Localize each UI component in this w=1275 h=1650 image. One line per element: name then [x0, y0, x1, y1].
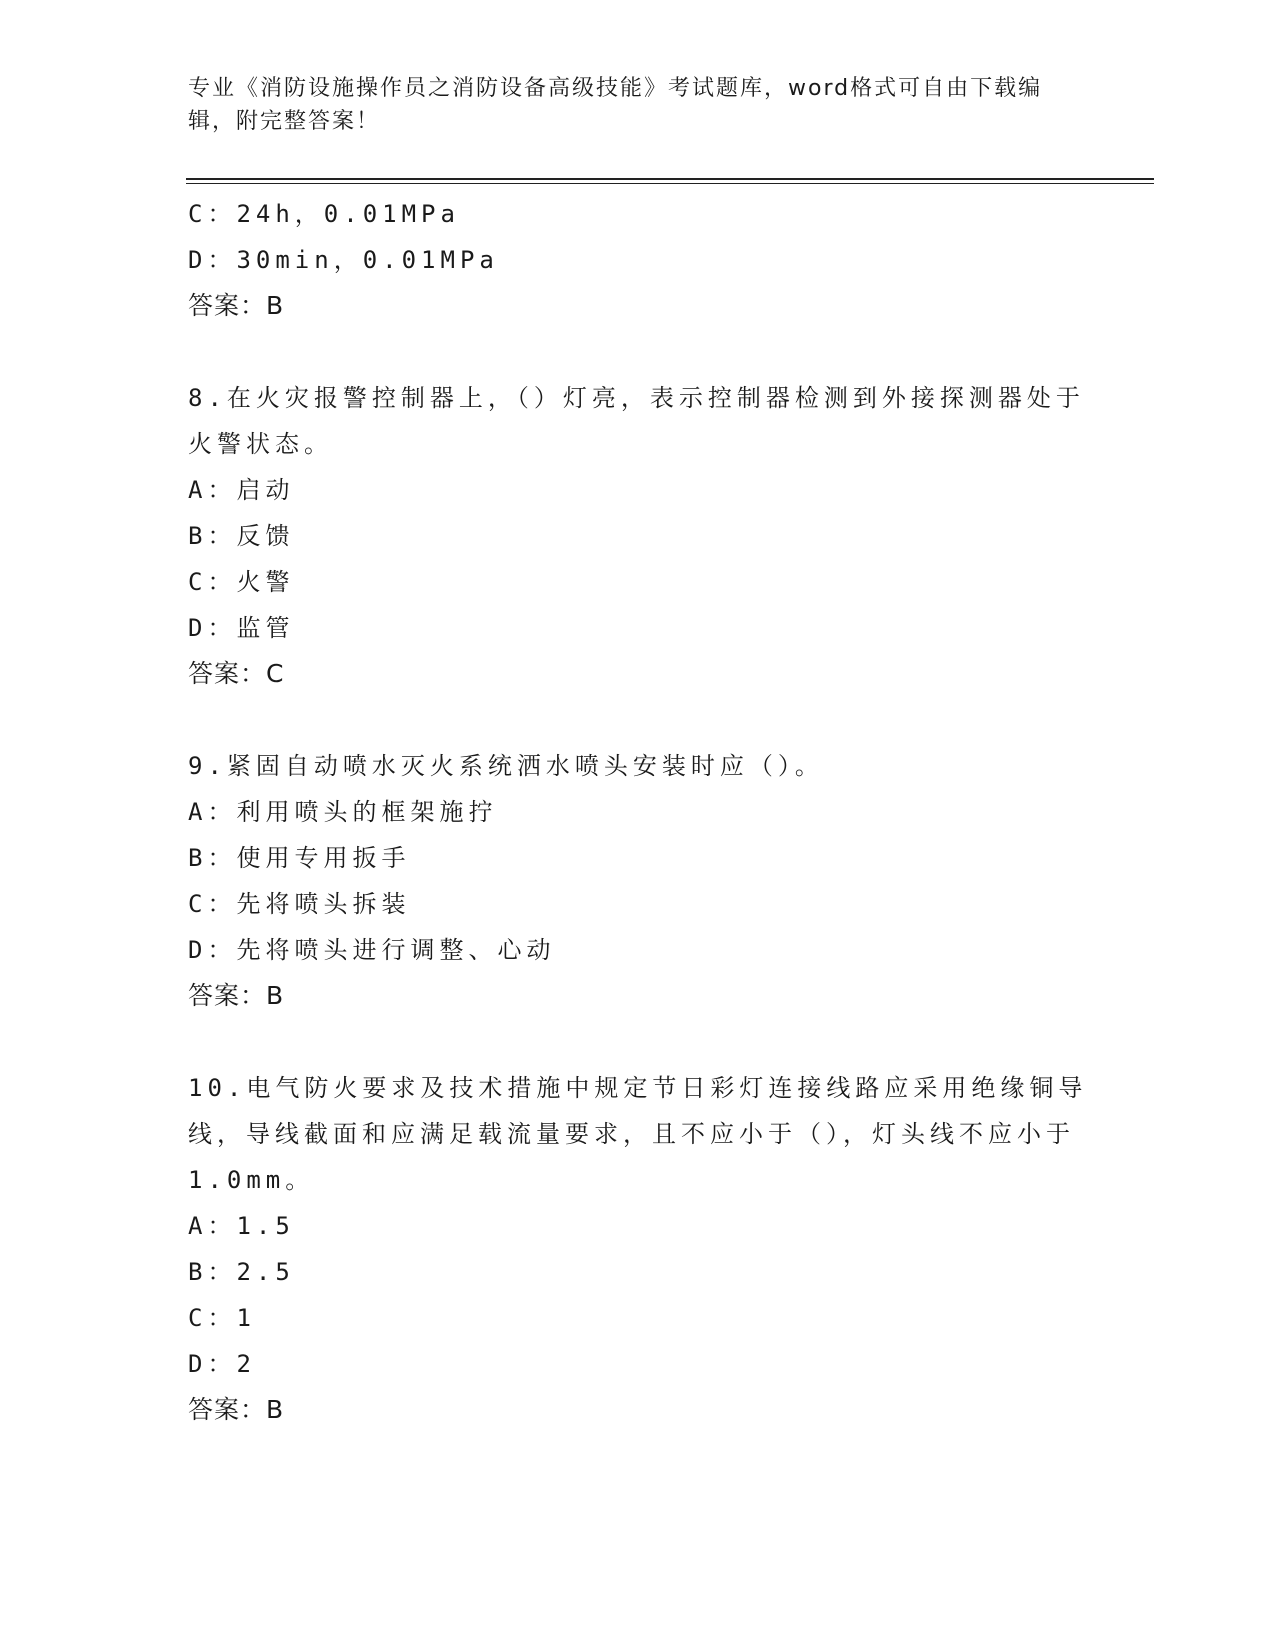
question-8-stem: 8.在火灾报警控制器上，（）灯亮，表示控制器检测到外接探测器处于火警状态。	[188, 384, 1085, 458]
spacer	[188, 1019, 1088, 1065]
question-8-option-b: B：反馈	[188, 522, 295, 550]
prev-answer: 答案：B	[188, 291, 285, 320]
question-10-option-a: A：1.5	[188, 1212, 295, 1240]
question-9-option-a: A：利用喷头的框架施拧	[188, 798, 498, 826]
question-9-option-c: C：先将喷头拆装	[188, 890, 411, 918]
prev-option-d: D：30min，0.01MPa	[188, 246, 499, 274]
spacer	[188, 329, 1088, 375]
question-8-option-a: A：启动	[188, 476, 295, 504]
question-9-option-d: D：先将喷头进行调整、心动	[188, 936, 556, 964]
question-9-answer: 答案：B	[188, 981, 285, 1010]
header-divider-thin	[186, 183, 1154, 184]
question-10-answer: 答案：B	[188, 1395, 285, 1424]
question-10-option-c: C：1	[188, 1304, 256, 1332]
question-8-answer: 答案：C	[188, 659, 285, 688]
question-9-option-b: B：使用专用扳手	[188, 844, 411, 872]
question-10-stem: 10.电气防火要求及技术措施中规定节日彩灯连接线路应采用绝缘铜导线，导线截面和应满足载流量要求，且不应小于（），灯头线不应小于1.0mm。	[188, 1074, 1088, 1194]
question-10-option-b: B：2.5	[188, 1258, 295, 1286]
spacer	[188, 697, 1088, 743]
question-9-stem: 9.紧固自动喷水灭火系统洒水喷头安装时应（）。	[188, 752, 824, 780]
header-divider-thick	[186, 178, 1154, 180]
question-8-option-d: D：监管	[188, 614, 295, 642]
prev-option-c: C：24h，0.01MPa	[188, 200, 460, 228]
question-list	[188, 191, 1088, 1433]
document-header: 专业《消防设施操作员之消防设备高级技能》考试题库，word格式可自由下载编辑，附完整答案！	[188, 76, 1043, 134]
question-10-option-d: D：2	[188, 1350, 256, 1378]
question-8-option-c: C：火警	[188, 568, 295, 596]
